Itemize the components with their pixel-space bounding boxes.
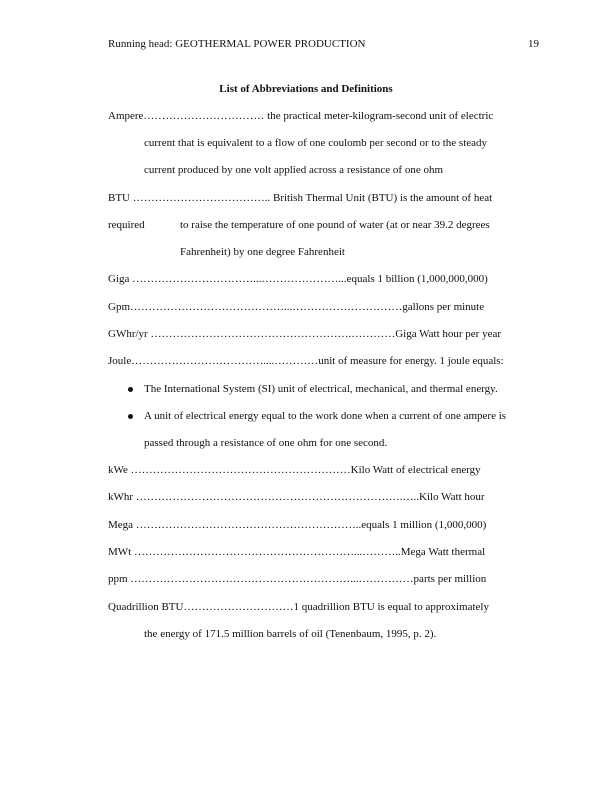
entry-gpm: Gpm……………………………………...…………………………gallons per minute	[108, 301, 485, 313]
entry-kwe: kWe ……………………………………………………Kilo Watt of electrical energy	[108, 464, 481, 476]
entry-quadrillion-btu: Quadrillion BTU…………………………1 quadrillion BTU is equal to approximately	[108, 601, 489, 613]
entry-ampere-cont-1: current that is equivalent to a flow of one coulomb per second or to the steady	[144, 137, 488, 149]
joule-bullet-1: The International System (SI) unit of electrical, mechanical, and thermal energy.	[144, 383, 498, 395]
entry-quadrillion-btu-cont: the energy of 171.5 million barrels of oil (Tenenbaum, 1995, p. 2).	[144, 628, 437, 640]
entry-ppm: ppm ……………………………………………………...……………parts per million	[108, 573, 487, 585]
joule-bullet-2-cont: passed through a resistance of one ohm for one second.	[144, 437, 388, 449]
entry-joule: Joule………………………………....…………unit of measure for energy. 1 joule equals:	[108, 355, 504, 367]
bullet-dot-2	[128, 414, 133, 419]
bullet-dot-1	[128, 387, 133, 392]
entry-btu-cont-1: to raise the temperature of one pound of water (at or near 39.2 degrees	[180, 219, 490, 231]
page-title: List of Abbreviations and Definitions	[219, 83, 393, 95]
running-head: Running head: GEOTHERMAL POWER PRODUCTION	[108, 38, 366, 50]
entry-gwhr: GWhr/yr ……………………………………………….…………Giga Watt hour per year	[108, 328, 502, 340]
entry-ampere: Ampere…………………………… the practical meter-kilogram-second unit of electric	[108, 110, 494, 122]
entry-btu-cont-2: Fahrenheit) by one degree Fahrenheit	[180, 246, 345, 258]
entry-ampere-cont-2: current produced by one volt applied across a resistance of one ohm	[144, 164, 444, 176]
entry-mega: Mega ……………………………………………………..equals 1 million (1,000,000)	[108, 519, 487, 531]
entry-btu-required: required	[108, 219, 145, 231]
page-number: 19	[528, 38, 539, 50]
entry-mwt: MWt ……………………………………………………...………..Mega Watt thermal	[108, 546, 486, 558]
joule-bullet-2: A unit of electrical energy equal to the work done when a current of one ampere is	[144, 410, 507, 422]
entry-kwhr: kWhr ……………………………………………………………….…..Kilo Watt hour	[108, 491, 485, 503]
entry-giga: Giga ……………………………...…………………...equals 1 billion (1,000,000,000)	[108, 273, 488, 285]
entry-btu: BTU ……………………………….. British Thermal Unit (BTU) is the amount of heat	[108, 192, 493, 204]
